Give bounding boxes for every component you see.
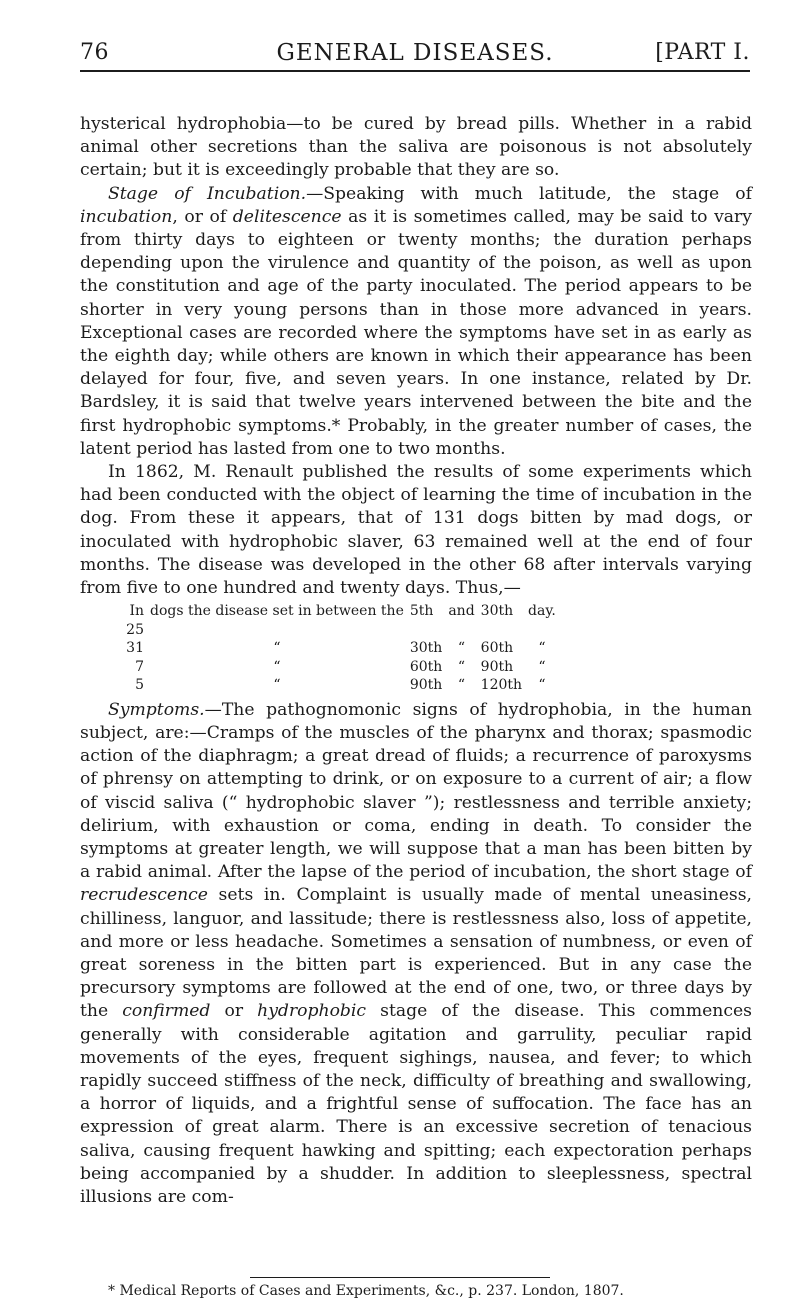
italic-text: recrudescence [80,885,208,906]
text-run: hysterical hydrophobia—to be cured by bread pills. Whether in a rabid animal other secretions than the saliva are poisonous is not absolutely certain; but it is exceedingly probable that they are so. [80,114,752,181]
table-cell-to: 90th [480,658,514,675]
table-cell-count: 5 [135,677,144,694]
text-run: as it is sometimes called, may be said to vary from thirty days to eighteen or twenty months; the duration perhaps depending upon the virulence and quantity of the poison, as well as upon the constitution and age of the party inoculated. The period appears to be shorter in very young persons than in those more advanced in years. Exceptional cases are recorded where the symptoms have set in as early as the eighth day; while others are known in which their appearance has been delayed for four, five, and seven years. In one instance, related by Dr. Bardsley, it is said that twelve years intervened between the bite and the first hydrophobic symptoms.* Probably, in the greater number of cases, the latent period has lasted from one to two months. [80,206,752,459]
table-cell-and: “ [457,658,466,675]
text-run: , or of [172,206,233,227]
text-run: In 1862, M. Renault published the results of some experiments which had been conducted with the object of learning the time of incubation in the dog. From these it appears, that of 131 dogs bitten by mad dogs, or inoculated with hydrophobic slaver, 63 remained well at the end of four months. The disease was developed in the other 68 after intervals varying from five to one hundred and twenty days. Thus,— [80,462,752,599]
table-cell-from: 5th [409,603,434,620]
table-cell-and: “ [457,677,466,694]
footnote: * Medical Reports of Cases and Experiments, &c., p. 237. London, 1807. [108,1283,624,1299]
table-cell-count: In 25 [126,603,144,638]
table-cell-from: 90th [409,677,443,694]
table-cell-label: “ [273,658,281,675]
table-cell-label: “ [273,677,281,694]
page-body [80,113,752,1209]
running-title: GENERAL DISEASES. [276,40,554,66]
italic-text: delitescence [232,206,342,227]
text-run: —The pathognomonic signs of hydrophobia, in the human subject, are:—Cramps of the muscles of the pharynx and thorax; spasmodic action of the diaphragm; a great dread of fluids; a recurrence of paroxysms of phrensy on attempting to drink, or on exposure to a current of air; a flow of viscid saliva (“ hydrophobic slaver ”); restlessness and terrible anxiety; delirium, with exhaustion or coma, ending in death. To consider the symptoms at greater length, we will suppose that a man has been bitten by a rabid animal. After the lapse of the period of incubation, the short stage of [80,699,752,883]
italic-text: confirmed [122,1001,211,1022]
body-paragraphs [80,113,752,600]
italic-text: incubation [80,206,173,227]
table-cell-label: “ [273,640,281,657]
text-run: or [210,1001,258,1022]
table-cell-unit: day. [528,603,556,620]
paragraph [80,699,752,1209]
table-cell-count: 7 [135,658,144,675]
table-cell-from: 60th [409,658,443,675]
paragraph [80,183,752,461]
part-label: [PART I. [655,40,750,65]
table-cell-to: 120th [480,677,523,694]
table-cell-unit: “ [538,658,546,675]
italic-text: Stage of Incubation. [108,183,307,204]
table-cell-and: “ [457,640,466,657]
paragraph [80,113,752,183]
paragraph [80,461,752,600]
text-run: —Speaking with much latitude, the stage of [306,183,752,204]
table-cell-to: 60th [480,640,514,657]
body-paragraphs-symptoms [80,699,752,1209]
table-cell-and: and [448,603,475,620]
incubation-table [124,602,562,695]
text-run: stage of the disease. This commences generally with considerable agitation and garrulity, peculiar rapid movements of the eyes, frequent sighings, nausea, and fever; to which rapidly succeed stiffness of the neck, difficulty of breathing and swallowing, a horror of liquids, and a frightful sense of suffocation. The face has an expression of great alarm. There is an excessive secretion of tenacious saliva, causing frequent hawking and spitting; each expectoration perhaps being accompanied by a shudder. In addition to sleeplessness, spectral illusions are com- [80,1001,752,1208]
table-row [124,602,562,639]
page-number: 76 [80,40,109,65]
table-row [124,639,562,658]
header-rule [80,70,750,72]
footnote-rule [250,1277,550,1278]
italic-text: hydrophobic [257,1001,367,1022]
table-row [124,658,562,677]
table-cell-label: dogs the disease set in between the [150,603,404,620]
table-cell-from: 30th [409,640,443,657]
table-cell-to: 30th [480,603,514,620]
text-run: sets in. Complaint is usually made of mental uneasiness, chilliness, languor, and lassitude; there is restlessness also, loss of appetite, and more or less headache. Sometimes a sensation of numbness, or even of great soreness in the bitten part is experienced. But in any case the precursory symptoms are followed at the end of one, two, or three days by the [80,885,752,1022]
table-cell-count: 31 [126,640,144,657]
table-cell-unit: “ [538,677,546,694]
table-cell-unit: “ [538,640,546,657]
table-row [124,676,562,695]
italic-text: Symptoms. [108,699,205,720]
running-header [80,40,750,80]
